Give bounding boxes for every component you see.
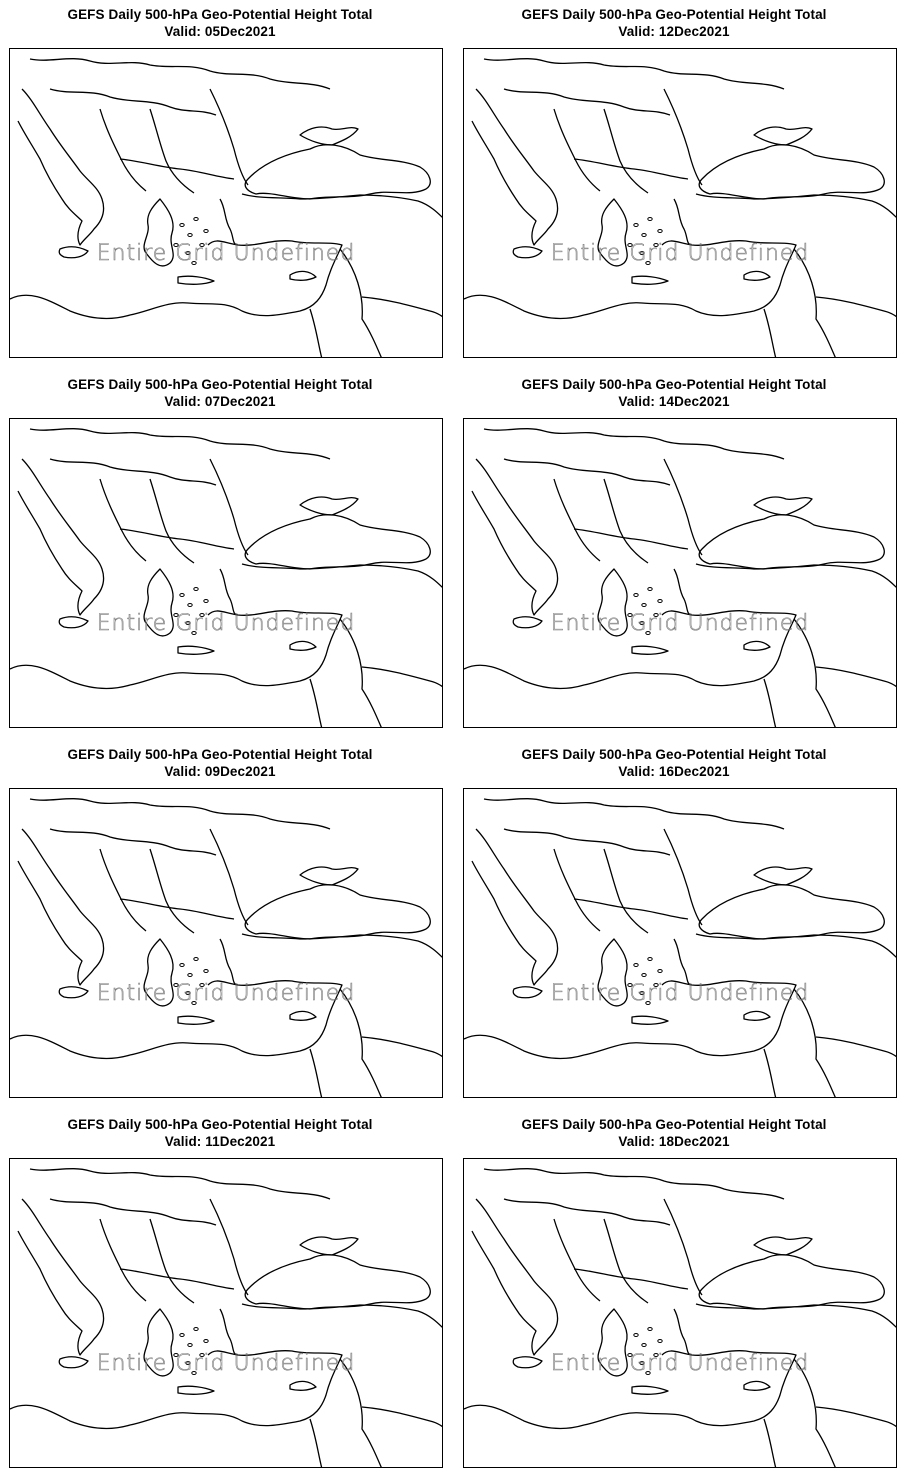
panel-title bbox=[0, 1116, 440, 1150]
map-outline bbox=[632, 1016, 668, 1024]
island-outline bbox=[188, 234, 192, 237]
map-outline bbox=[50, 89, 216, 115]
panel-title bbox=[454, 1116, 894, 1150]
map-outline bbox=[674, 199, 692, 245]
map-outline bbox=[120, 899, 234, 919]
island-outline bbox=[658, 1340, 662, 1343]
map-outline bbox=[210, 89, 248, 185]
panel-valid-date: Valid: 07Dec2021 bbox=[164, 394, 276, 409]
map-outline bbox=[310, 1049, 322, 1098]
map-outline bbox=[178, 1016, 214, 1024]
map-outline bbox=[210, 1199, 248, 1295]
map-outline bbox=[816, 297, 897, 319]
map-outline bbox=[554, 849, 600, 931]
map-outline bbox=[744, 641, 770, 650]
map-outline bbox=[18, 459, 104, 615]
map-outline bbox=[18, 1199, 104, 1355]
island-outline bbox=[648, 958, 652, 961]
undefined-grid-message: Entire Grid Undefined bbox=[550, 241, 810, 266]
map-outline bbox=[604, 479, 648, 563]
map-outline bbox=[220, 569, 238, 615]
map-outline bbox=[696, 934, 897, 959]
map-outline bbox=[484, 799, 784, 829]
panel-title-text: GEFS Daily 500-hPa Geo-Potential Height Total bbox=[67, 1117, 373, 1132]
map-outline bbox=[50, 459, 216, 485]
island-outline bbox=[180, 1334, 184, 1337]
map-outline bbox=[30, 429, 330, 459]
coastline-map bbox=[464, 789, 897, 1098]
map-frame bbox=[9, 48, 443, 358]
map-outline bbox=[210, 829, 248, 925]
panel-title bbox=[0, 746, 440, 780]
island-outline bbox=[180, 224, 184, 227]
map-outline bbox=[310, 1419, 322, 1468]
map-outline bbox=[245, 145, 430, 199]
map-outline bbox=[100, 109, 146, 191]
map-outline bbox=[178, 276, 214, 284]
panel-valid-date: Valid: 16Dec2021 bbox=[618, 764, 730, 779]
panel-valid-date: Valid: 05Dec2021 bbox=[164, 24, 276, 39]
undefined-grid-message: Entire Grid Undefined bbox=[550, 611, 810, 636]
map-outline bbox=[30, 1169, 330, 1199]
coastline-map bbox=[464, 1159, 897, 1468]
island-outline bbox=[642, 1344, 646, 1347]
panel-valid-date: Valid: 12Dec2021 bbox=[618, 24, 730, 39]
map-outline bbox=[696, 564, 897, 589]
island-outline bbox=[180, 594, 184, 597]
island-outline bbox=[194, 1328, 198, 1331]
map-outline bbox=[744, 1381, 770, 1390]
map-outline bbox=[290, 1011, 316, 1020]
map-outline bbox=[150, 479, 194, 563]
map-outline bbox=[664, 89, 702, 185]
map-frame bbox=[9, 418, 443, 728]
map-outline bbox=[310, 309, 322, 358]
island-outline bbox=[634, 964, 638, 967]
map-outline bbox=[744, 1011, 770, 1020]
map-outline bbox=[290, 1381, 316, 1390]
map-outline bbox=[816, 1037, 897, 1059]
map-outline bbox=[632, 646, 668, 654]
map-outline bbox=[664, 1199, 702, 1295]
map-outline bbox=[472, 1199, 558, 1355]
map-outline bbox=[604, 109, 648, 193]
map-frame bbox=[463, 1158, 897, 1468]
map-outline bbox=[504, 459, 670, 485]
map-outline bbox=[754, 127, 812, 145]
map-outline bbox=[632, 276, 668, 284]
map-outline bbox=[210, 459, 248, 555]
panel-title bbox=[0, 376, 440, 410]
map-outline bbox=[674, 569, 692, 615]
map-outline bbox=[504, 829, 670, 855]
island-outline bbox=[204, 600, 208, 603]
map-panel bbox=[454, 370, 894, 732]
map-outline bbox=[242, 1304, 443, 1329]
panel-title bbox=[454, 746, 894, 780]
map-outline bbox=[120, 1269, 234, 1289]
undefined-grid-message: Entire Grid Undefined bbox=[550, 1351, 810, 1376]
map-outline bbox=[696, 1304, 897, 1329]
map-outline bbox=[816, 1407, 897, 1429]
island-outline bbox=[634, 594, 638, 597]
map-outline bbox=[699, 1255, 884, 1309]
map-outline bbox=[100, 479, 146, 561]
panel-title-text: GEFS Daily 500-hPa Geo-Potential Height Total bbox=[521, 7, 827, 22]
island-outline bbox=[634, 1334, 638, 1337]
map-outline bbox=[472, 89, 558, 245]
map-outline bbox=[120, 529, 234, 549]
map-panel bbox=[0, 740, 440, 1102]
coastline-map bbox=[10, 49, 443, 358]
panel-title bbox=[0, 6, 440, 40]
island-outline bbox=[188, 1344, 192, 1347]
island-outline bbox=[194, 958, 198, 961]
map-outline bbox=[150, 1219, 194, 1303]
island-outline bbox=[658, 970, 662, 973]
map-outline bbox=[178, 646, 214, 654]
map-outline bbox=[484, 429, 784, 459]
map-outline bbox=[242, 194, 443, 219]
map-outline bbox=[484, 59, 784, 89]
map-outline bbox=[604, 1219, 648, 1303]
island-outline bbox=[180, 964, 184, 967]
coastline-map bbox=[464, 49, 897, 358]
map-outline bbox=[245, 1255, 430, 1309]
map-outline bbox=[100, 1219, 146, 1301]
map-panel bbox=[0, 370, 440, 732]
map-panel bbox=[454, 1110, 894, 1472]
panel-title-text: GEFS Daily 500-hPa Geo-Potential Height Total bbox=[521, 377, 827, 392]
map-outline bbox=[764, 1419, 776, 1468]
island-outline bbox=[188, 604, 192, 607]
map-outline bbox=[744, 271, 770, 280]
coastline-map bbox=[10, 419, 443, 728]
island-outline bbox=[642, 234, 646, 237]
map-outline bbox=[178, 1386, 214, 1394]
map-outline bbox=[472, 459, 558, 615]
map-panel bbox=[0, 1110, 440, 1472]
map-outline bbox=[242, 564, 443, 589]
map-outline bbox=[220, 939, 238, 985]
island-outline bbox=[642, 974, 646, 977]
map-outline bbox=[554, 1219, 600, 1301]
map-frame bbox=[463, 48, 897, 358]
panel-title-text: GEFS Daily 500-hPa Geo-Potential Height Total bbox=[67, 747, 373, 762]
map-outline bbox=[484, 1169, 784, 1199]
panel-title-text: GEFS Daily 500-hPa Geo-Potential Height Total bbox=[521, 747, 827, 762]
panel-valid-date: Valid: 11Dec2021 bbox=[164, 1134, 276, 1149]
map-outline bbox=[50, 1199, 216, 1225]
map-outline bbox=[674, 939, 692, 985]
panel-title bbox=[454, 376, 894, 410]
map-outline bbox=[150, 109, 194, 193]
undefined-grid-message: Entire Grid Undefined bbox=[96, 1351, 356, 1376]
map-outline bbox=[18, 89, 104, 245]
panel-title bbox=[454, 6, 894, 40]
island-outline bbox=[648, 588, 652, 591]
map-outline bbox=[300, 867, 358, 885]
map-outline bbox=[220, 1309, 238, 1355]
map-outline bbox=[699, 885, 884, 939]
map-outline bbox=[554, 109, 600, 191]
map-outline bbox=[30, 59, 330, 89]
map-outline bbox=[100, 849, 146, 931]
island-outline bbox=[648, 218, 652, 221]
map-outline bbox=[574, 1269, 688, 1289]
map-outline bbox=[120, 159, 234, 179]
map-outline bbox=[674, 1309, 692, 1355]
map-outline bbox=[816, 667, 897, 689]
map-outline bbox=[290, 271, 316, 280]
map-outline bbox=[764, 679, 776, 728]
undefined-grid-message: Entire Grid Undefined bbox=[550, 981, 810, 1006]
map-panel bbox=[454, 0, 894, 362]
map-panel bbox=[454, 740, 894, 1102]
map-outline bbox=[764, 309, 776, 358]
island-outline bbox=[204, 970, 208, 973]
map-outline bbox=[50, 829, 216, 855]
island-outline bbox=[188, 974, 192, 977]
panel-valid-date: Valid: 09Dec2021 bbox=[164, 764, 276, 779]
island-outline bbox=[194, 588, 198, 591]
coastline-map bbox=[464, 419, 897, 728]
map-outline bbox=[362, 1407, 443, 1429]
map-outline bbox=[696, 194, 897, 219]
panel-title-text: GEFS Daily 500-hPa Geo-Potential Height Total bbox=[521, 1117, 827, 1132]
map-outline bbox=[300, 1237, 358, 1255]
map-outline bbox=[300, 497, 358, 515]
map-outline bbox=[310, 679, 322, 728]
map-outline bbox=[699, 515, 884, 569]
map-outline bbox=[242, 934, 443, 959]
map-frame bbox=[463, 418, 897, 728]
island-outline bbox=[204, 1340, 208, 1343]
panel-title-text: GEFS Daily 500-hPa Geo-Potential Height Total bbox=[67, 377, 373, 392]
map-outline bbox=[150, 849, 194, 933]
map-outline bbox=[290, 641, 316, 650]
map-frame bbox=[9, 1158, 443, 1468]
map-panel bbox=[0, 0, 440, 362]
map-outline bbox=[574, 159, 688, 179]
island-outline bbox=[648, 1328, 652, 1331]
island-outline bbox=[658, 600, 662, 603]
map-outline bbox=[764, 1049, 776, 1098]
undefined-grid-message: Entire Grid Undefined bbox=[96, 611, 356, 636]
map-outline bbox=[18, 829, 104, 985]
map-outline bbox=[754, 867, 812, 885]
undefined-grid-message: Entire Grid Undefined bbox=[96, 981, 356, 1006]
map-outline bbox=[504, 89, 670, 115]
coastline-map bbox=[10, 1159, 443, 1468]
map-outline bbox=[362, 297, 443, 319]
map-outline bbox=[245, 515, 430, 569]
map-outline bbox=[754, 1237, 812, 1255]
coastline-map bbox=[10, 789, 443, 1098]
panel-valid-date: Valid: 18Dec2021 bbox=[618, 1134, 730, 1149]
map-outline bbox=[574, 899, 688, 919]
island-outline bbox=[634, 224, 638, 227]
map-outline bbox=[245, 885, 430, 939]
map-outline bbox=[664, 459, 702, 555]
island-outline bbox=[658, 230, 662, 233]
map-outline bbox=[362, 667, 443, 689]
map-frame bbox=[9, 788, 443, 1098]
island-outline bbox=[642, 604, 646, 607]
island-outline bbox=[194, 218, 198, 221]
map-outline bbox=[504, 1199, 670, 1225]
map-outline bbox=[554, 479, 600, 561]
map-outline bbox=[362, 1037, 443, 1059]
map-outline bbox=[30, 799, 330, 829]
map-outline bbox=[220, 199, 238, 245]
map-outline bbox=[754, 497, 812, 515]
map-outline bbox=[574, 529, 688, 549]
map-outline bbox=[300, 127, 358, 145]
undefined-grid-message: Entire Grid Undefined bbox=[96, 241, 356, 266]
map-outline bbox=[664, 829, 702, 925]
map-frame bbox=[463, 788, 897, 1098]
panel-valid-date: Valid: 14Dec2021 bbox=[618, 394, 730, 409]
map-outline bbox=[604, 849, 648, 933]
island-outline bbox=[204, 230, 208, 233]
map-outline bbox=[632, 1386, 668, 1394]
map-outline bbox=[699, 145, 884, 199]
map-outline bbox=[472, 829, 558, 985]
panel-title-text: GEFS Daily 500-hPa Geo-Potential Height Total bbox=[67, 7, 373, 22]
